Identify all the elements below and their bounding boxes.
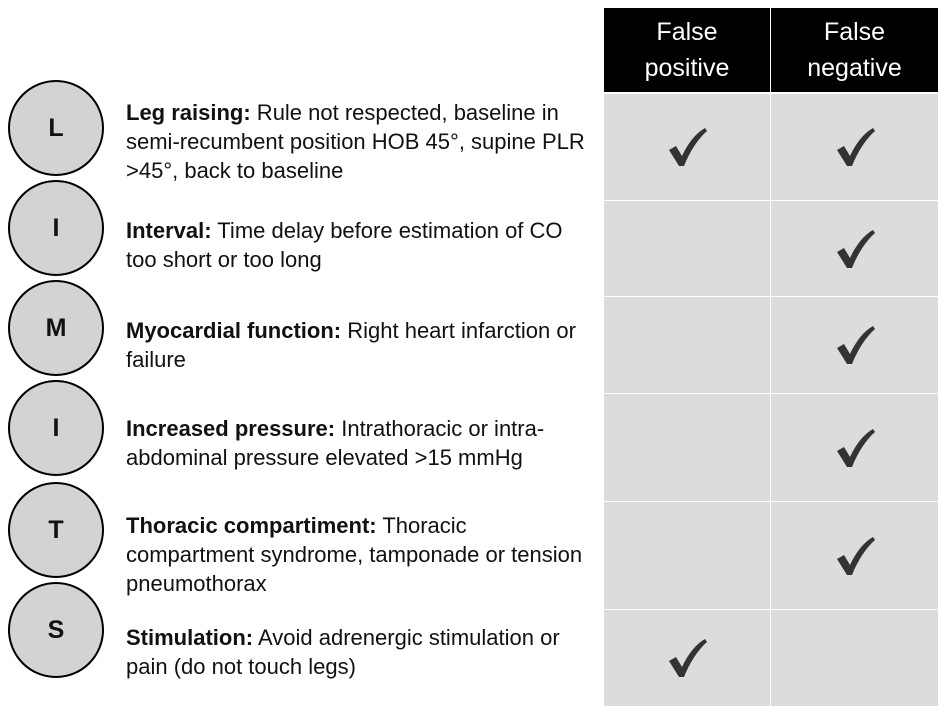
row-term: Leg raising:: [126, 100, 251, 125]
header-fn-line1: False: [823, 18, 886, 46]
checkmark-icon: [833, 125, 877, 169]
cell-fp-3: [604, 394, 770, 501]
letter-circle-i: I: [8, 180, 104, 276]
row-term: Myocardial function:: [126, 318, 342, 343]
letter-circle-l: L: [8, 80, 104, 176]
cell-fn-2: [771, 297, 938, 393]
cell-fn-3: [771, 394, 938, 501]
row-description-leg-raising: [126, 98, 596, 185]
row-term: Thoracic compartiment:: [126, 513, 377, 538]
checkmark-icon: [833, 426, 877, 470]
header-fp-line1: False: [656, 18, 718, 46]
letter-circle-i2: I: [8, 380, 104, 476]
row-description-myocardial: [126, 316, 596, 374]
header-fn-line2: negative: [807, 54, 902, 82]
row-description-thoracic: [126, 511, 596, 598]
checkmark-icon: [665, 125, 709, 169]
cell-fn-0: [771, 94, 938, 200]
cell-fp-5: [604, 610, 770, 706]
header-fp-line2: positive: [644, 54, 730, 82]
cell-fp-1: [604, 201, 770, 296]
cell-fp-0: [604, 94, 770, 200]
checkmark-icon: [833, 534, 877, 578]
checkmark-icon: [833, 227, 877, 271]
row-text: Intrathoracic or intra-abdominal pressure elevated >15 mmHg: [126, 416, 545, 470]
row-term: Stimulation:: [126, 625, 254, 650]
row-text: Right heart infarction or failure: [126, 318, 576, 372]
row-description-stimulation: [126, 623, 596, 681]
cell-fn-5: [771, 610, 938, 706]
header-false-negative: [771, 8, 938, 92]
letter-circle-s: S: [8, 582, 104, 678]
row-text: Thoracic compartment syndrome, tamponade or tension pneumothorax: [126, 513, 583, 596]
letter-circle-t: T: [8, 482, 104, 578]
row-text: Avoid adrenergic stimulation or pain (do not touch legs): [126, 625, 560, 679]
row-term: Interval:: [126, 218, 212, 243]
row-text: Rule not respected, baseline in semi-recumbent position HOB 45°, supine PLR >45°, back to baseline: [126, 100, 585, 183]
row-description-pressure: [126, 414, 596, 472]
row-description-interval: [126, 216, 596, 274]
cell-fp-2: [604, 297, 770, 393]
cell-fn-1: [771, 201, 938, 296]
cell-fp-4: [604, 502, 770, 609]
letter-circle-m: M: [8, 280, 104, 376]
checkmark-icon: [665, 636, 709, 680]
checkmark-icon: [833, 323, 877, 367]
row-term: Increased pressure:: [126, 416, 336, 441]
cell-fn-4: [771, 502, 938, 609]
header-false-positive: [604, 8, 770, 92]
row-text: Time delay before estimation of CO too short or too long: [126, 218, 563, 272]
